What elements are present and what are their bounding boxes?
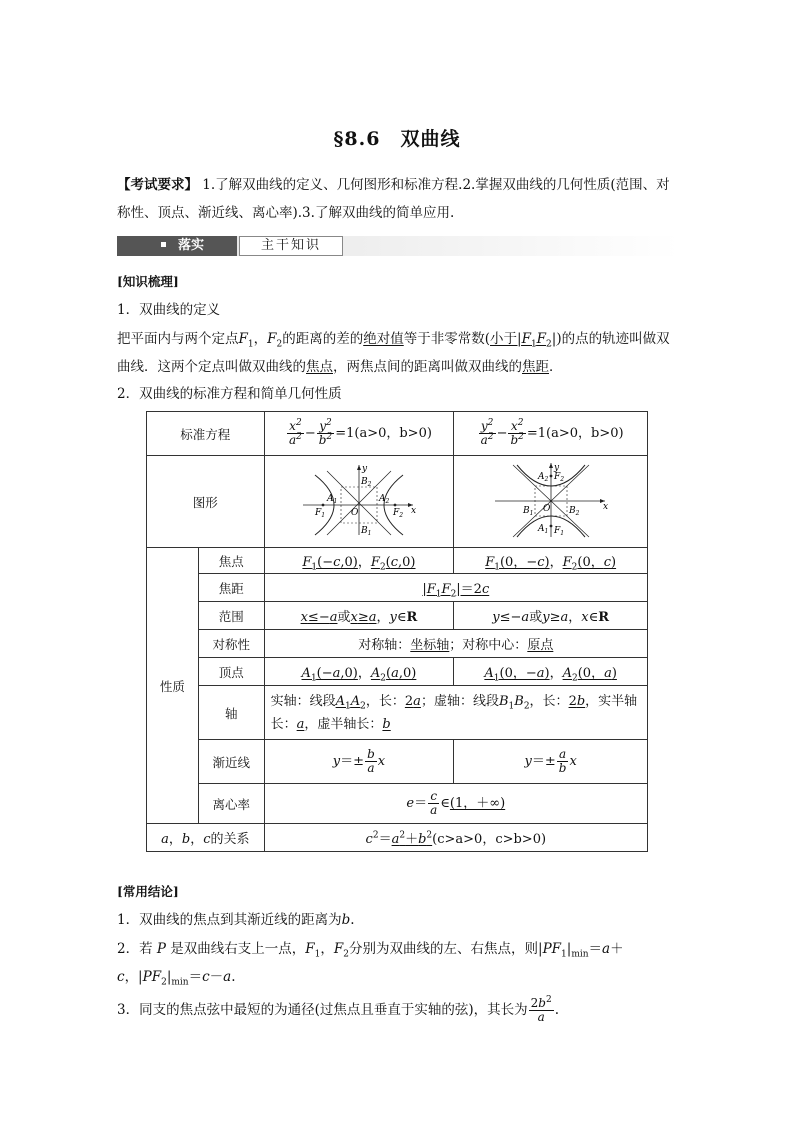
svg-text:B1: $B_1$ [522,505,534,517]
svg-text:y: y [361,463,368,474]
properties-label: 性质 [147,548,199,824]
exam-requirements [117,171,682,227]
vertex-1: $A_1(-a,0)$，$A_2(a,0)$ [264,658,454,686]
focus-1: $F_1(-c,0)$，$F_2(c,0)$ [264,548,454,574]
range-2: y≤−a或y≥a，x∈R [454,602,648,630]
knowledge-heading: [知识梳理] [117,274,179,289]
svg-text:A2: $A_2$ [378,493,390,505]
exam-text: 1.了解双曲线的定义、几何图形和标准方程.2.掌握双曲线的几何性质(范围、对称性、顶点、渐近线、离心率).3.了解双曲线的简单应用. [117,177,670,221]
svg-text:O: O [350,507,359,518]
hyperbola-graph-horizontal [299,461,419,539]
svg-text:x: x [602,501,608,512]
square-icon [161,242,166,247]
conclusion-3: 3．同支的焦点弦中最短的为通径(过焦点且垂直于实轴的弦)，其长为 $\frac{2b^2}{a}$ . [117,995,559,1024]
focal-distance: $|F_1F_2|=2c$ [264,574,647,602]
svg-text:B2: $B_2$ [568,505,580,517]
table-row [147,740,648,784]
table-row [147,602,648,630]
table-row [147,456,648,548]
abc-label: a，b，c的关系 [147,824,265,852]
graph-cell-1 [264,456,454,548]
asymptote-2: y＝± $\frac{a}{b}$ x [454,740,648,784]
table-row [147,784,648,824]
conclusion-1: 1．双曲线的焦点到其渐近线的距离为b. [117,912,355,928]
svg-text:B1: $B_1$ [360,525,372,537]
table-row [147,548,648,574]
table-row [147,574,648,602]
svg-text:O: O [542,503,551,514]
eccentricity-cell: e＝ $\frac{c}{a}$ ∈(1，＋∞) [264,784,647,824]
svg-text:F1: $F_1$ [314,507,326,519]
row-label-focal: 焦距 [198,574,264,602]
symmetry-cell: 对称轴：坐标轴；对称中心：原点 [264,630,647,658]
row-label-asymptote: 渐近线 [198,740,264,784]
svg-text:x: x [410,505,417,516]
svg-text:F2: $F_2$ [392,507,404,519]
row-label-ecc: 离心率 [198,784,264,824]
vertex-2: $A_1(0$，−a)，$A_2(0$，a) [454,658,648,686]
std-eq-label: 标准方程 [147,412,265,456]
page-title: §8.6 双曲线 [333,128,461,150]
table-row [147,658,648,686]
table-row [147,686,648,740]
table-row [147,630,648,658]
svg-text:F2: $F_2$ [553,471,564,483]
conclusion-2: 2．若 P 是双曲线右支上一点，$F_1$，$F_2$分别为双曲线的左、右焦点，则$|PF_1|_{min}=a+c$，$|PF_2|_{min}=c-a$. [117,941,624,988]
svg-text:A1: $A_1$ [326,493,338,505]
std-eq-2: $\frac{y^2}{a^2}$ − $\frac{x^2}{b^2}$ =1(a>0，b>0) [454,412,648,456]
asymptote-1: y＝± $\frac{b}{a}$ x [264,740,454,784]
svg-text:A1: $A_1$ [537,523,548,535]
row-label-vertex: 顶点 [198,658,264,686]
svg-text:F1: $F_1$ [553,525,564,537]
item2-title: 2．双曲线的标准方程和简单几何性质 [117,386,342,402]
graph-label: 图形 [147,456,265,548]
svg-text:y: y [553,462,559,473]
hyperbola-properties-table [146,411,648,852]
focus-2: $F_1(0$，−c)，$F_2(0$，c) [454,548,648,574]
axis-cell: 实轴：线段$A_1A_2$，长：2a；虚轴：线段$B_1B_2$，长：2b，实半轴长：a，虚半轴长：b [264,686,647,740]
banner-dark: 落实 [117,236,237,256]
row-label-symmetry: 对称性 [198,630,264,658]
conclusions-heading: [常用结论] [117,884,179,899]
table-row [147,824,648,852]
abc-relation: $c^2=a^2+b^2(c>a>0$，c>b>0) [264,824,647,852]
item1-title: 1．双曲线的定义 [117,302,221,318]
table-row [147,412,648,456]
definition-paragraph: 把平面内与两个定点$F_1$，$F_2$的距离的差的绝对值等于非零常数(小于$|F_1F_2|$)的点的轨迹叫做双曲线．这两个定点叫做双曲线的焦点，两焦点间的距离叫做双曲线的焦距． [117,331,670,375]
row-label-focus: 焦点 [198,548,264,574]
exam-tag: 【考试要求】 [117,177,198,193]
svg-text:B2: $B_2$ [360,476,372,488]
graph-cell-2 [454,456,648,548]
section-banner [117,236,679,256]
row-label-range: 范围 [198,602,264,630]
std-eq-1: $\frac{x^2}{a^2}$ − $\frac{y^2}{b^2}$ =1(a>0，b>0) [264,412,454,456]
banner-light: 主干知识 [239,236,343,256]
row-label-axis: 轴 [198,686,264,740]
svg-text:A2: $A_2$ [537,471,548,483]
hyperbola-graph-vertical [491,461,611,539]
range-1: x≤−a或x≥a，y∈R [264,602,454,630]
